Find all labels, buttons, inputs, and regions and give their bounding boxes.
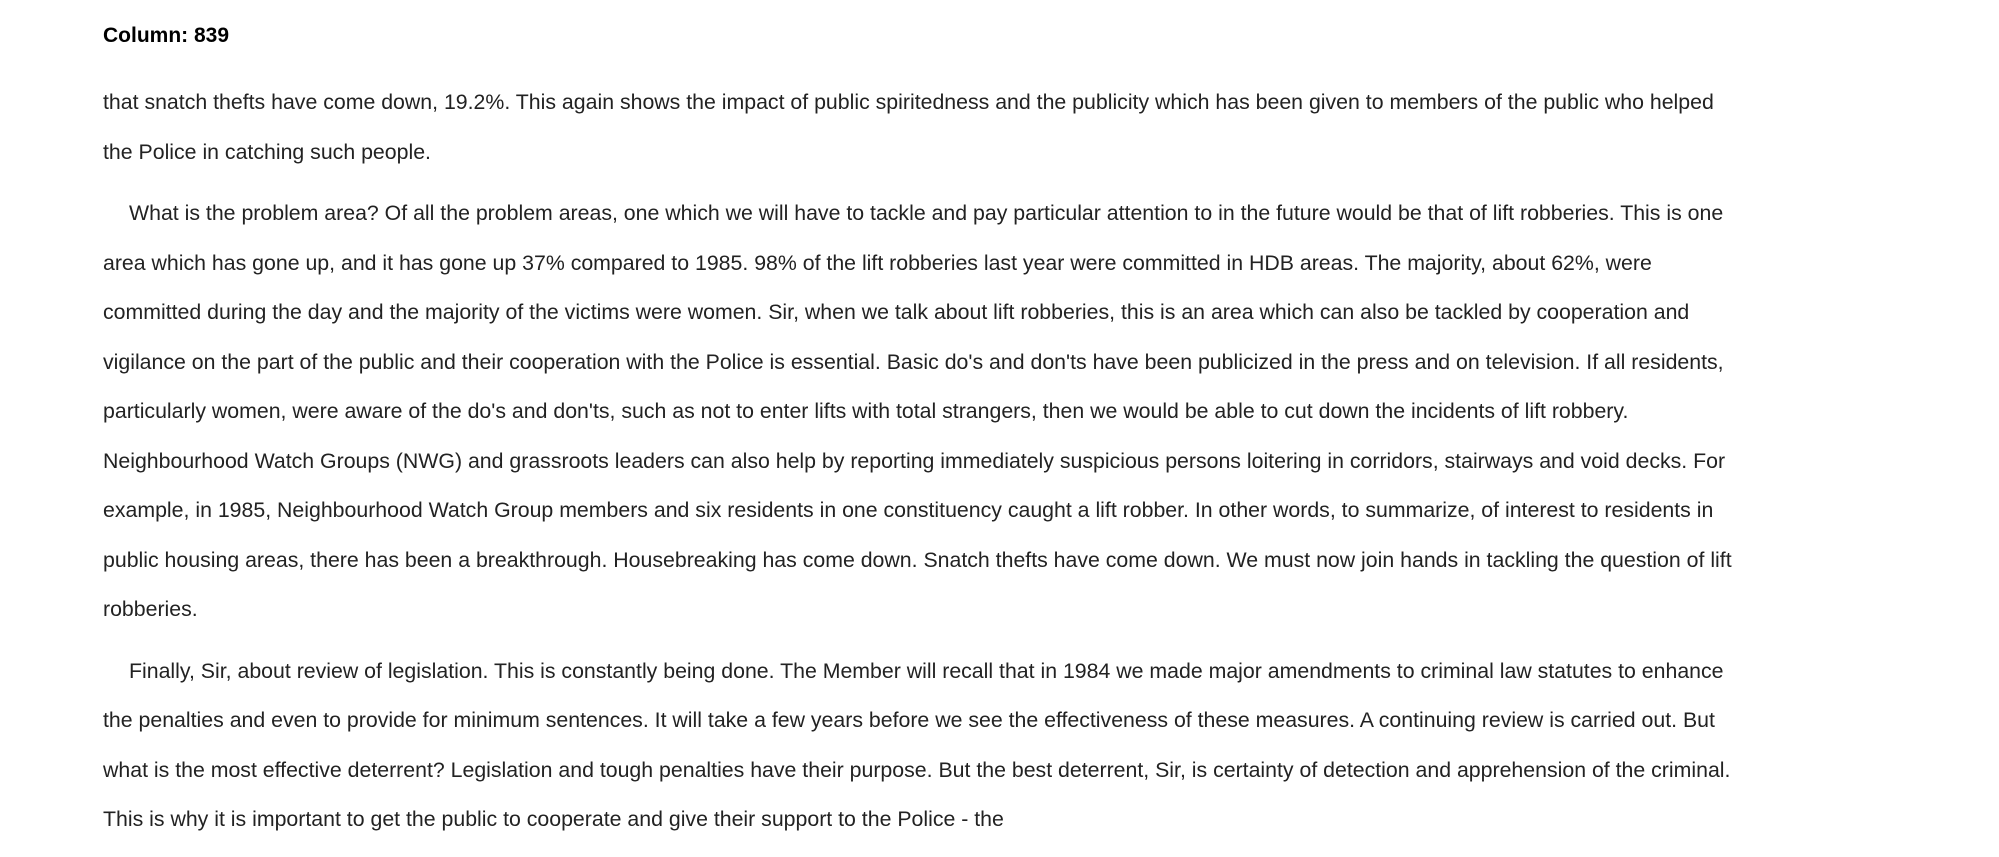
speech-text	[103, 78, 1903, 857]
paragraph-snatch-thefts	[103, 78, 1903, 177]
paragraph-line: that snatch thefts have come down, 19.2%. This again shows the impact of public spiritedness and the publicity which has been given to members of the public who helped	[103, 90, 1714, 114]
paragraph-line: This is why it is important to get the public to cooperate and give their support to the Police - the	[103, 807, 1004, 831]
paragraph-line: vigilance on the part of the public and their cooperation with the Police is essential. Basic do's and don'ts have been publicized in the press and on television. If all residents,	[103, 349, 1724, 374]
paragraph-line: robberies.	[103, 597, 198, 621]
column-number-heading: Column: 839	[103, 24, 230, 47]
paragraph-line: the penalties and even to provide for minimum sentences. It will take a few years before we see the effectiveness of these measures. A continuing review is carried out. But	[103, 708, 1715, 732]
paragraph-line: particularly women, were aware of the do's and don'ts, such as not to enter lifts with total strangers, then we would be able to cut down the incidents of lift robbery.	[103, 399, 1629, 423]
paragraph-line: example, in 1985, Neighbourhood Watch Group members and six residents in one constituency caught a lift robber. In other words, to summarize, of interest to residents in	[103, 498, 1714, 522]
paragraph-line: Neighbourhood Watch Groups (NWG) and grassroots leaders can also help by reporting immediately suspicious persons loitering in corridors, stairways and void decks. For	[103, 448, 1726, 473]
paragraph-line: committed during the day and the majority of the victims were women. Sir, when we talk about lift robberies, this is an area which can also be tackled by cooperation and	[103, 300, 1690, 324]
paragraph-line: What is the problem area? Of all the problem areas, one which we will have to tackle and pay particular attention to in the future would be that of lift robberies. This is one	[129, 201, 1724, 225]
paragraph-line: area which has gone up, and it has gone up 37% compared to 1985. 98% of the lift robberies last year were committed in HDB areas. The majority, about 62%, were	[103, 250, 1652, 275]
paragraph-line: Finally, Sir, about review of legislation. This is constantly being done. The Member will recall that in 1984 we made major amendments to criminal law statutes to enhance	[129, 658, 1724, 683]
paragraph-line: the Police in catching such people.	[103, 139, 431, 164]
paragraph-line: public housing areas, there has been a breakthrough. Housebreaking has come down. Snatch thefts have come down. We must now join hands in tackling the question of lift	[103, 547, 1732, 572]
paragraph-line: what is the most effective deterrent? Legislation and tough penalties have their purpose. But the best deterrent, Sir, is certainty of detection and apprehension of the criminal.	[103, 757, 1731, 782]
paragraph-lift-robberies	[103, 189, 1903, 635]
paragraph-legislation-review	[103, 647, 1903, 845]
